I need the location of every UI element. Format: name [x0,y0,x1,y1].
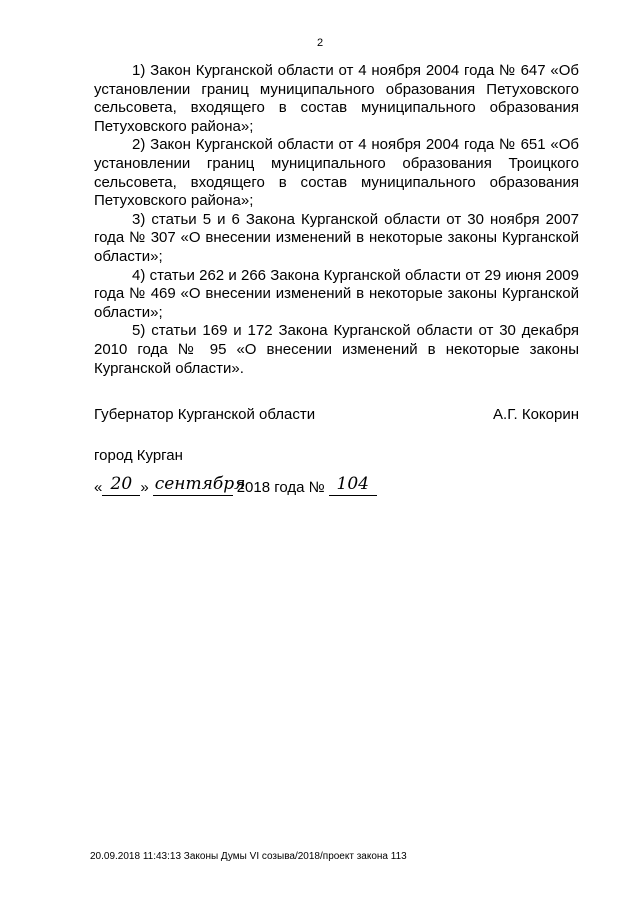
date-day-handwritten: 20 [102,474,140,496]
footer-file-path: 20.09.2018 11:43:13 Законы Думы VI созыва/2018/проект закона 113 [90,851,407,862]
list-item: 3) статьи 5 и 6 Закона Курганской области от 30 ноября 2007 года № 307 «О внесении изменений в некоторые законы Курганской области»; [94,210,579,265]
list-item: 2) Закон Курганской области от 4 ноября 2004 года № 651 «Об установлении границ муниципального образования Троицкого сельсовета, входящего в состав муниципального образования Петуховского района»; [94,136,579,210]
repealed-laws-list [94,62,579,378]
list-item: 5) статьи 169 и 172 Закона Курганской области от 30 декабря 2010 года № 95 «О внесении изменений в некоторые законы Курганской области». [94,322,579,377]
signing-city: город Курган [94,447,183,464]
date-year-text: 2018 года № [236,479,325,496]
signatory-name: А.Г. Кокорин [493,406,579,423]
date-open-quote: « [94,479,103,496]
signatory-title: Губернатор Курганской области [94,406,316,423]
page-number: 2 [316,37,324,49]
list-item: 4) статьи 262 и 266 Закона Курганской области от 29 июня 2009 года № 469 «О внесении изменений в некоторые законы Курганской области»; [94,266,579,321]
date-close-quote: » [140,479,149,496]
signing-date-line [94,474,377,496]
signature-block [94,406,579,423]
law-number-handwritten: 104 [329,474,377,496]
list-item: 1) Закон Курганской области от 4 ноября 2004 года № 647 «Об установлении границ муниципального образования Петуховского сельсовета, входящего в состав муниципального образования Петуховского района»; [94,62,579,135]
date-month-handwritten: сентября [154,474,246,494]
